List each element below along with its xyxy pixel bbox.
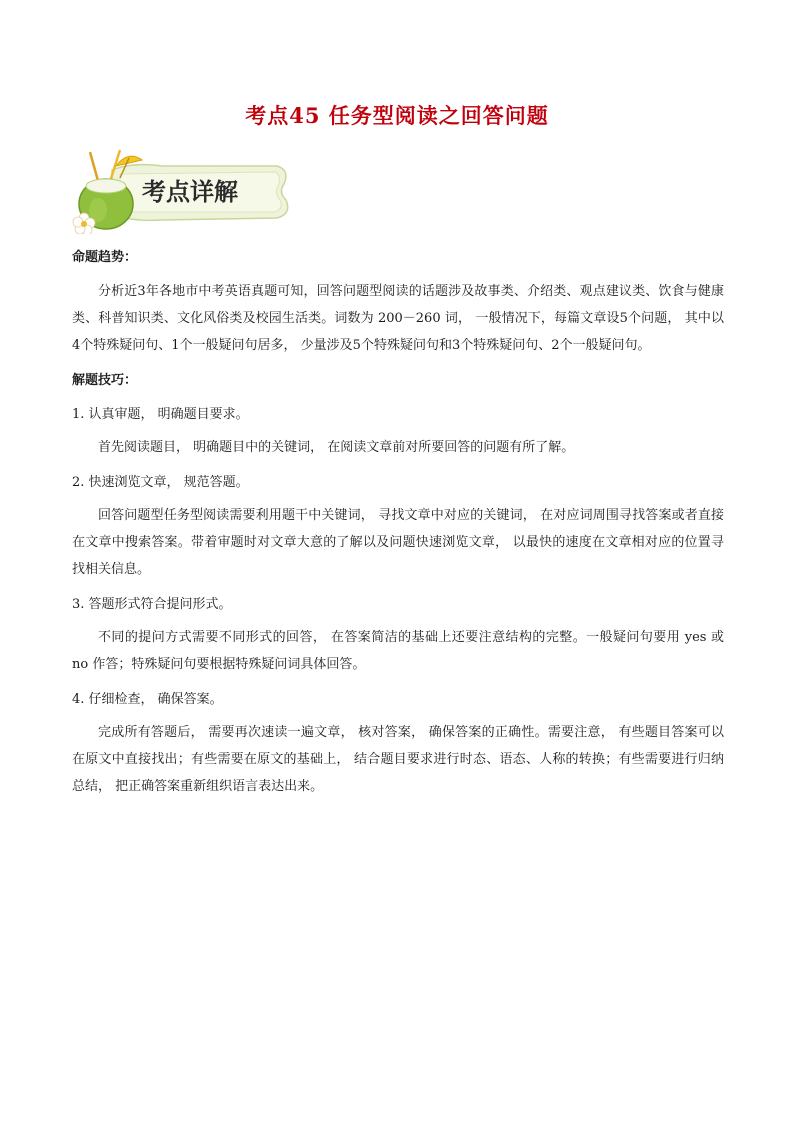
- trend-paragraph: 分析近3年各地市中考英语真题可知，回答问题型阅读的话题涉及故事类、介绍类、观点建议类、饮食与健康类、科普知识类、文化风俗类及校园生活类。词数为 200－260 词， 一般情况下，每篇文章设5个问题， 其中以4个特殊疑问句、1个一般疑问句居多， 少量涉及5个特殊疑问句和3个特殊疑问句、2个一般疑问句。: [72, 284, 724, 353]
- tip-body-3: 不同的提问方式需要不同形式的回答， 在答案简洁的基础上还要注意结构的完整。一般疑问句要用 yes 或 no 作答；特殊疑问句要根据特殊疑问词具体回答。: [72, 630, 724, 672]
- tip-title-3: 3. 答题形式符合提问形式。: [72, 597, 232, 612]
- coconut-banner-icon: [72, 148, 294, 234]
- banner-label: 考点详解: [142, 177, 238, 206]
- tips-heading: 解题技巧：: [72, 373, 138, 388]
- tip-title-2: 2. 快速浏览文章， 规范答题。: [72, 475, 249, 490]
- section-banner: [72, 148, 294, 234]
- document-body: [72, 246, 724, 800]
- tip-title-4: 4. 仔细检查， 确保答案。: [72, 692, 223, 707]
- tip-title-1: 1. 认真审题， 明确题目要求。: [72, 407, 249, 422]
- trend-heading: 命题趋势：: [72, 250, 138, 265]
- tip-body-4: 完成所有答题后， 需要再次速读一遍文章， 核对答案， 确保答案的正确性。需要注意， 有些题目答案可以在原文中直接找出；有些需要在原文的基础上， 结合题目要求进行时态、语态、人称的转换；有些需要进行归纳总结， 把正确答案重新组织语言表达出来。: [72, 725, 724, 794]
- tip-body-2: 回答问题型任务型阅读需要利用题干中关键词， 寻找文章中对应的关键词， 在对应词周围寻找答案或者直接在文章中搜索答案。带着审题时对文章大意的了解以及问题快速浏览文章， 以最快的速度在文章相对应的位置寻找相关信息。: [72, 508, 724, 577]
- tip-body-1: 首先阅读题目， 明确题目中的关键词， 在阅读文章前对所要回答的问题有所了解。: [98, 440, 575, 455]
- page-title: 考点45 任务型阅读之回答问题: [245, 103, 549, 128]
